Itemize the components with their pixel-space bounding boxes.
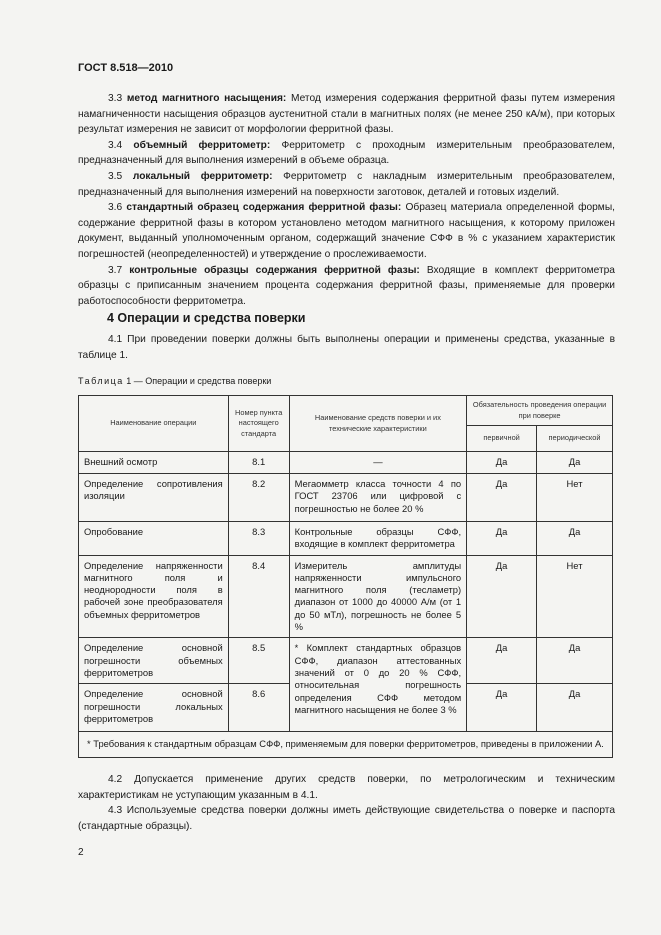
document-code: ГОСТ 8.518—2010: [78, 62, 174, 74]
table-row: Определение основной погрешности объемных ферритометров 8.5 * Комплект стандартных образцов СФФ, диапазон аттестованных значений от 0 до 20 % СФФ, относительная погрешность определения СФФ методом магнитного насыщения не более 3 % Да Да: [79, 638, 613, 684]
paragraph-4-1: 4.1 При проведении поверки должны быть выполнены операции и применены средства, указанные в таблице 1.: [78, 334, 615, 361]
definition-3-3: 3.3 метод магнитного насыщения: Метод измерения содержания ферритной фазы путем измерения намагниченности насыщения образцов аустенитной стали в магнитных полях (не менее 250 кА/м), при которых результат измерения не зависит от морфологии ферритной фазы.: [78, 93, 615, 136]
operations-table: [78, 395, 613, 758]
paragraphs-4-2-4-3: [78, 772, 615, 834]
table-row: Определение основной погрешности локальных ферритометров 8.6 Да Да: [79, 684, 613, 732]
definition-3-6: 3.6 стандартный образец содержания ферритной фазы: Образец материала определенной формы, содержание ферритной фазы в котором установлено методом магнитного насыщения, к которому приложен документ, выданный уполномоченным органом, содержащий значение СФФ в % с указанием характеристик погрешностей (неопределенностей) и утверждение о прослеживаемости.: [78, 202, 615, 260]
header-mandatory: Обязательность проведения операции при поверке: [467, 396, 613, 426]
header-primary: первичной: [467, 426, 537, 452]
header-operation: Наименование операции: [79, 396, 229, 452]
definition-3-5: 3.5 локальный ферритометр: Ферритометр с накладным измерительным преобразователем, предназначенный для выполнения измерений на поверхности заготовок, деталей и готовых изделий.: [78, 170, 615, 198]
header-means: Наименование средств поверки и их технические характеристики: [289, 396, 467, 452]
header-periodic: периодической: [537, 426, 613, 452]
section-title: 4 Операции и средства поверки: [107, 311, 306, 325]
header-clause: Номер пункта настоящего стандарта: [228, 396, 289, 452]
page-number: 2: [78, 847, 84, 858]
paragraph-4-2: 4.2 Допускается применение других средств поверки, по метрологическим и техническим характеристикам не уступающим указанным в 4.1.: [78, 774, 615, 801]
table-footnote-row: [79, 732, 613, 757]
table-row: Опробование 8.3 Контрольные образцы СФФ, входящие в комплект ферритометра Да Да: [79, 522, 613, 556]
paragraph-4-3: 4.3 Используемые средства поверки должны иметь действующие свидетельства о поверке и паспорта (стандартные образцы).: [78, 805, 615, 832]
table-row: Внешний осмотр 8.1 — Да Да: [79, 452, 613, 474]
table-row: Определение сопротивления изоляции 8.2 Мегаомметр класса точности 4 по ГОСТ 23706 или цифровой с погрешностью не более 20 % Да Нет: [79, 474, 613, 522]
table-footnote: * Требования к стандартным образцам СФФ, применяемым для поверки ферритометров, приведены в приложении А.: [79, 732, 613, 757]
definitions-block: [78, 91, 615, 309]
merged-means-cell: * Комплект стандартных образцов СФФ, диапазон аттестованных значений от 0 до 20 % СФФ, относительная погрешность определения СФФ методом магнитного насыщения не более 3 %: [289, 638, 467, 732]
table-row: Определение напряженности магнитного поля и неоднородности поля в рабочей зоне преобразователя объемных ферритометров 8.4 Измеритель амплитуды напряженности импульсного магнитного поля (тесламетр) диапазон от 1000 до 40000 А/м (от 1 до 50 мТл), погрешность не более 5 % Да Нет: [79, 555, 613, 638]
definition-3-7: 3.7 контрольные образцы содержания ферритной фазы: Входящие в комплект ферритометра образцы с приписанным значением процента содержания ферритной фазы, применяемые для проверки работоспособности ферритометра.: [78, 264, 615, 307]
table-caption: Таблица 1 — Операции и средства поверки: [78, 376, 272, 386]
definition-3-4: 3.4 объемный ферритометр: Ферритометр с проходным измерительным преобразователем, предназначенный для выполнения измерений в объеме образца.: [78, 139, 615, 167]
